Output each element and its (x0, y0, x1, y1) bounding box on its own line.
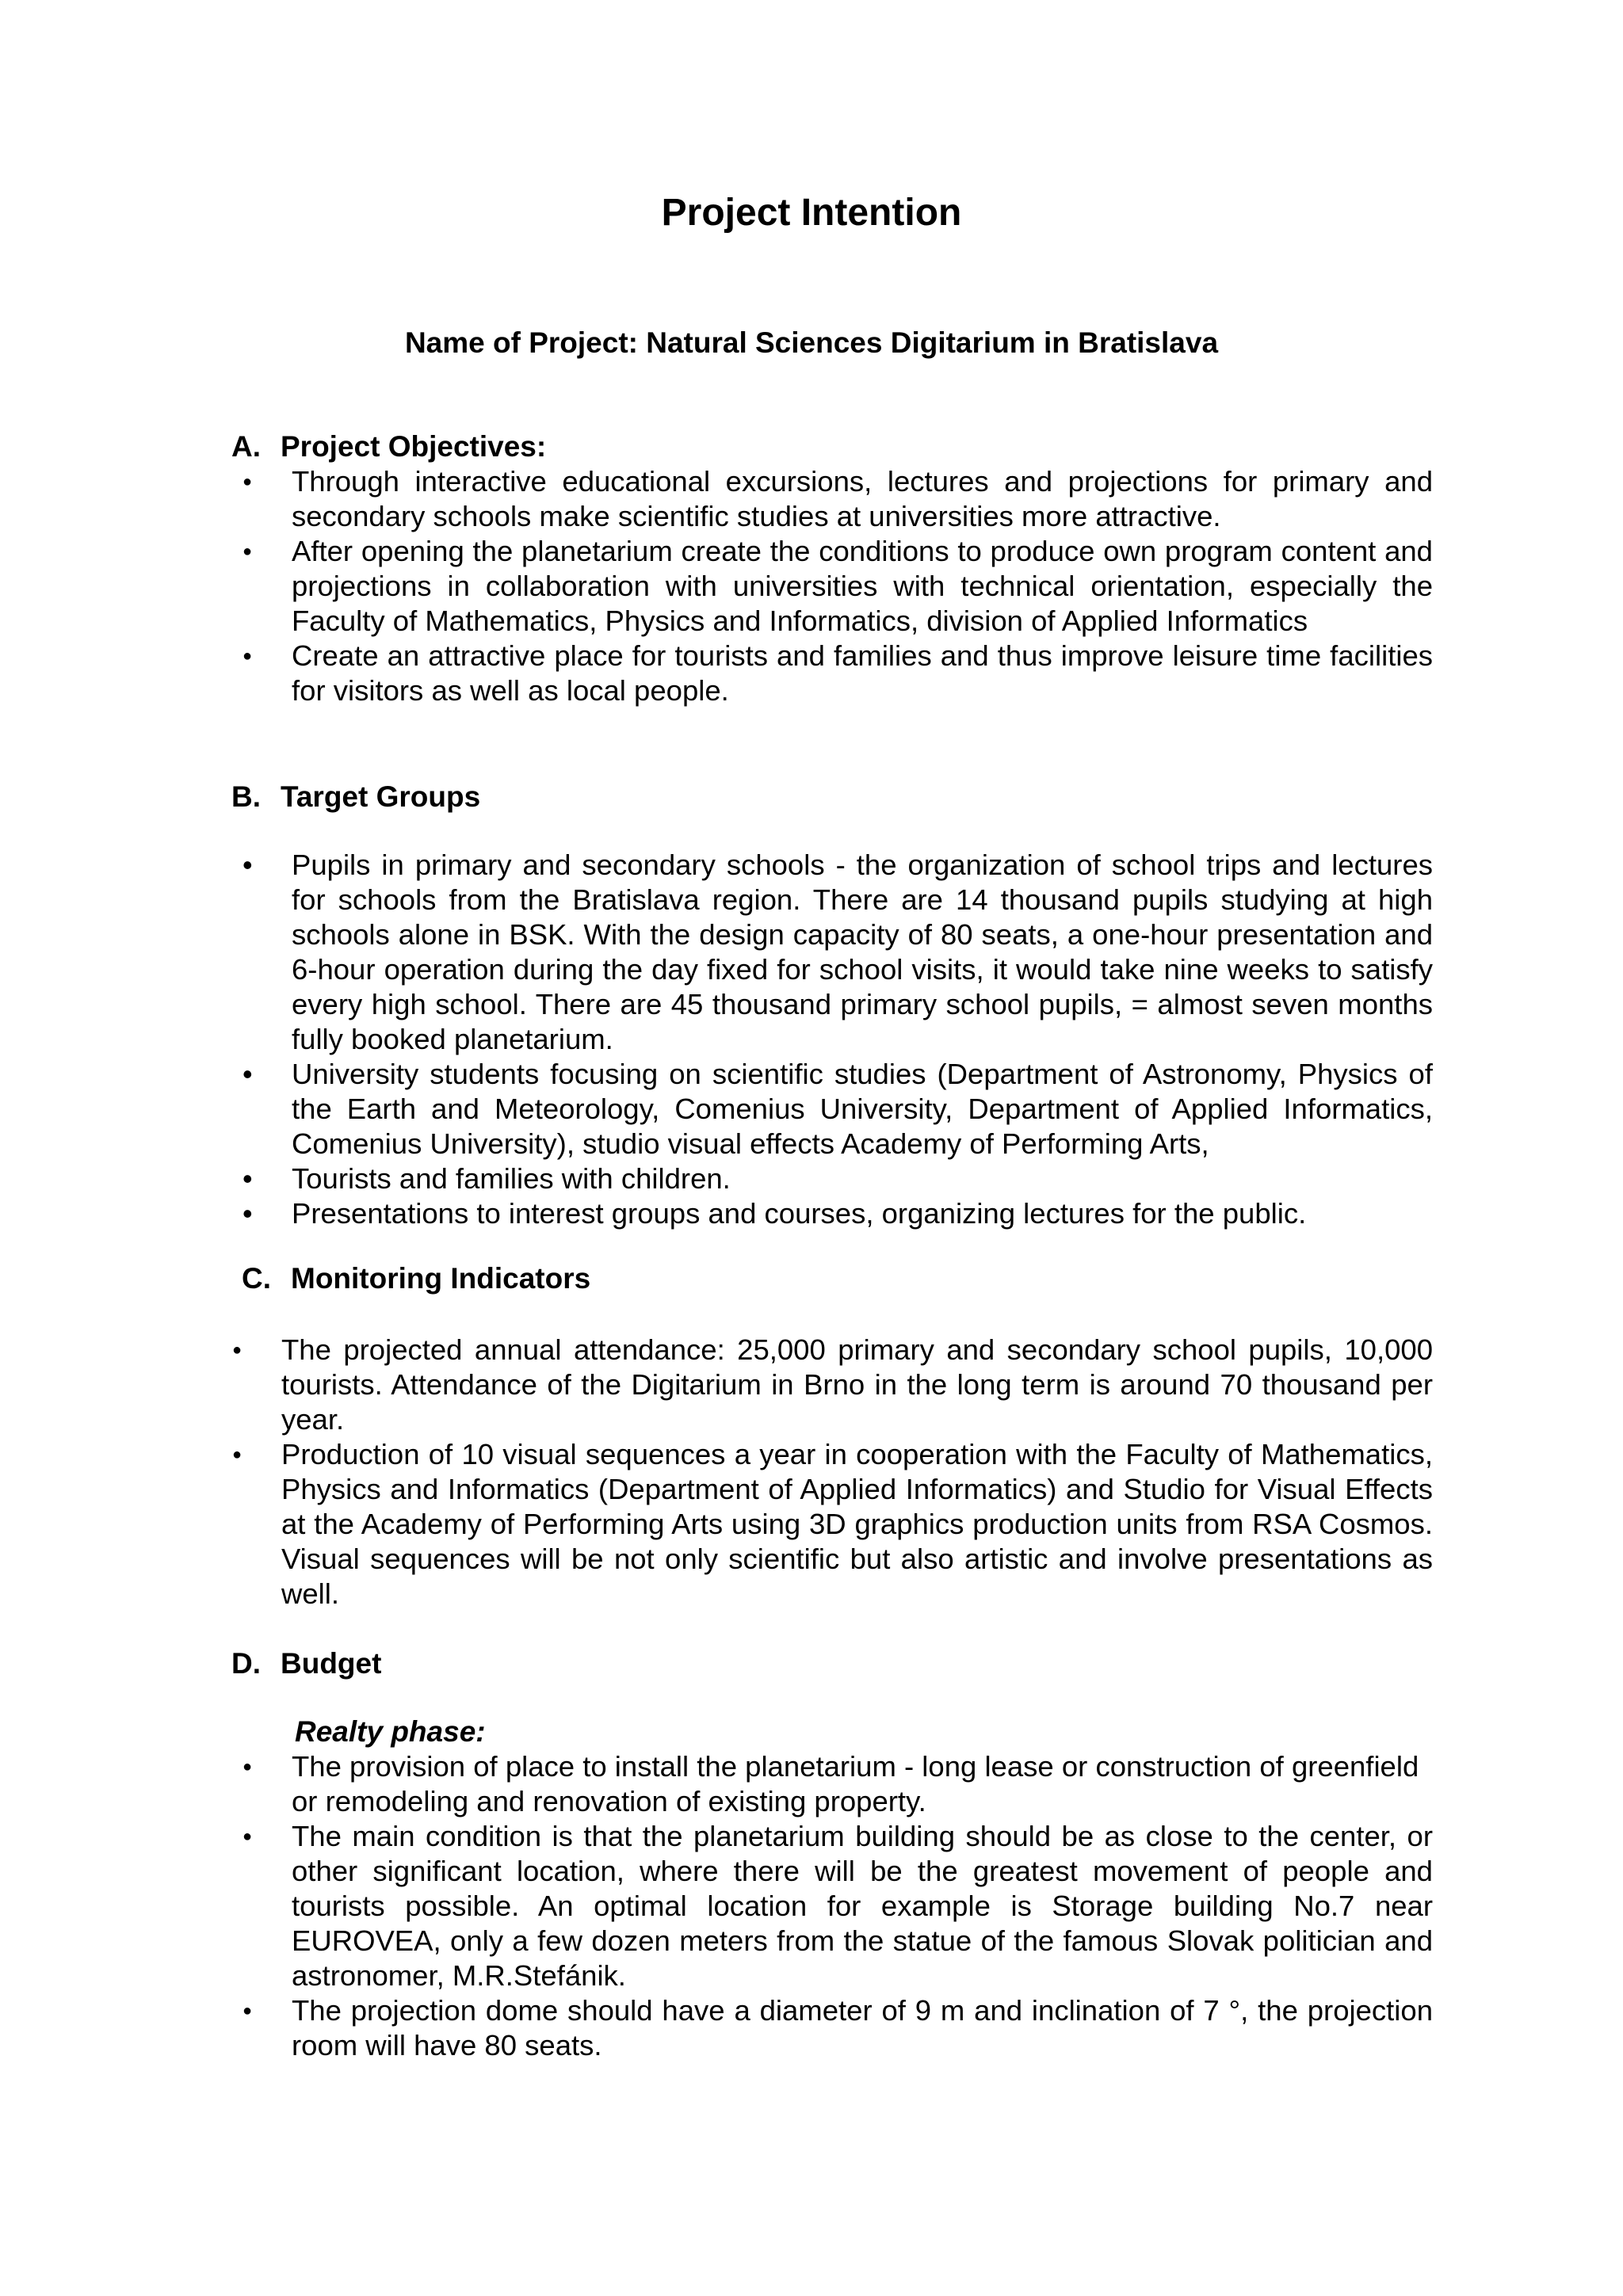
section-b-title: Target Groups (281, 780, 481, 813)
list-item-text: Pupils in primary and secondary schools - the organization of school trips and lectures for schools from the Bratislava region. There are 14 thousand pupils studying at high schools alone in BSK. With the design capacity of 80 seats, a one-hour presentation and 6-hour operation during the day fixed for school visits, it would take nine weeks to satisfy every high school. There are 45 thousand primary school pupils, = almost seven months fully booked planetarium. (292, 849, 1433, 1055)
list-item (292, 1819, 1433, 1993)
section-d-heading (231, 1646, 381, 1681)
project-name: Name of Project: Natural Sciences Digitarium in Bratislava (404, 326, 1219, 359)
list-item (292, 1161, 1433, 1196)
section-d-letter: D. (231, 1647, 261, 1680)
list-item-text: The provision of place to install the planetarium - long lease or construction of greenfield or remodeling and renovation of existing property. (292, 1750, 1419, 1817)
list-item-text: The projection dome should have a diameter of 9 m and inclination of 7 °, the projection room will have 80 seats. (292, 1994, 1433, 2061)
section-d-subheading: Realty phase: (295, 1715, 486, 1748)
list-item (281, 1333, 1433, 1437)
section-a-letter: A. (231, 430, 261, 463)
bullet-icon (242, 848, 253, 883)
section-b-list (292, 848, 1433, 1231)
list-item-text: Through interactive educational excursions, lectures and projections for primary and secondary schools make scientific studies at universities more attractive. (292, 465, 1433, 532)
bullet-icon (242, 639, 252, 678)
list-item-text: The main condition is that the planetarium building should be as close to the center, or other significant location, where there will be the greatest movement of people and tourists possible. An optimal location for example is Storage building No.7 near EUROVEA, only a few dozen meters from the statue of the famous Slovak politician and astronomer, M.R.Stefánik. (292, 1820, 1433, 1992)
list-item (281, 1437, 1433, 1611)
section-c-list (281, 1333, 1433, 1611)
bullet-icon (242, 534, 252, 574)
section-c-letter: C. (242, 1262, 271, 1295)
list-item-text: The projected annual attendance: 25,000 primary and secondary school pupils, 10,000 tourists. Attendance of the Digitarium in Brno in the long term is around 70 thousand per year. (281, 1333, 1433, 1436)
section-a-list (292, 464, 1433, 708)
section-d-list (292, 1749, 1433, 2063)
section-c-heading (242, 1261, 590, 1296)
bullet-icon (242, 1196, 253, 1231)
list-item (292, 1749, 1433, 1819)
list-item (292, 1196, 1433, 1231)
bullet-icon (242, 1993, 252, 2033)
list-item-text: After opening the planetarium create the conditions to produce own program content and projections in collaboration with universities with technical orientation, especially the Faculty of Mathematics, Physics and Informatics, division of Applied Informatics (292, 535, 1433, 637)
list-item (292, 464, 1433, 534)
section-a-title: Project Objectives: (281, 430, 547, 463)
bullet-icon (242, 1057, 253, 1092)
list-item (292, 1057, 1433, 1161)
list-item (292, 639, 1433, 708)
section-c-title: Monitoring Indicators (291, 1262, 591, 1295)
list-item-text: Tourists and families with children. (292, 1162, 731, 1195)
section-b-heading (231, 780, 480, 814)
bullet-icon (242, 1819, 252, 1859)
bullet-icon (242, 1749, 252, 1789)
list-item-text: Production of 10 visual sequences a year in cooperation with the Faculty of Mathematics, Physics and Informatics (Department of Applied Informatics) and Studio for Visual Effects at the Academy of Performing Arts using 3D graphics production units from RSA Cosmos. Visual sequences will be not only scientific but also artistic and involve presentations as well. (281, 1438, 1433, 1610)
page-title: Project Intention (661, 192, 962, 234)
list-item (292, 534, 1433, 639)
list-item (292, 1993, 1433, 2063)
list-item-text: Presentations to interest groups and courses, organizing lectures for the public. (292, 1197, 1307, 1230)
bullet-icon (242, 1161, 253, 1196)
list-item-text: University students focusing on scientific studies (Department of Astronomy, Physics of the Earth and Meteorology, Comenius University, Department of Applied Informatics, Comenius University), studio visual effects Academy of Performing Arts, (292, 1058, 1433, 1160)
bullet-icon (232, 1437, 242, 1477)
section-d-title: Budget (281, 1647, 382, 1680)
list-item-text: Create an attractive place for tourists and families and thus improve leisure time facilities for visitors as well as local people. (292, 639, 1433, 707)
section-a-heading (231, 429, 546, 464)
section-b-letter: B. (231, 780, 261, 813)
bullet-icon (242, 464, 252, 504)
list-item (292, 848, 1433, 1057)
bullet-icon (232, 1333, 242, 1372)
